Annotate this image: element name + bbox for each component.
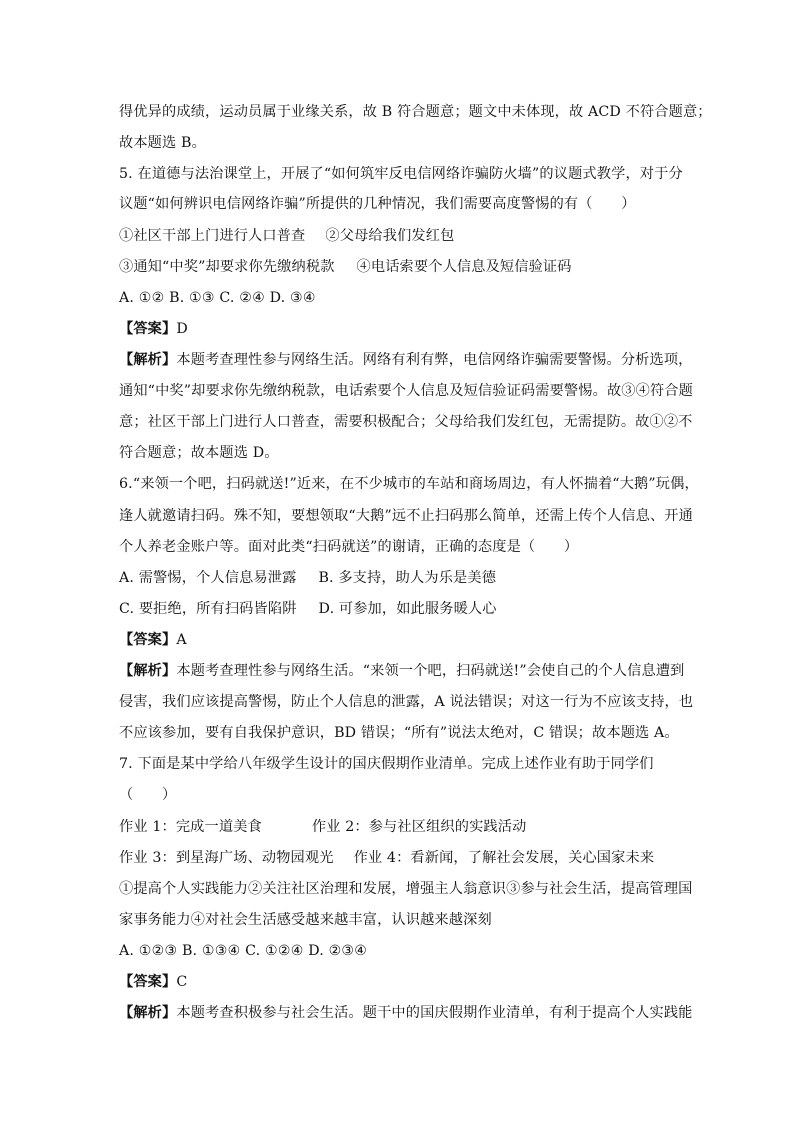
explanation-label: 【解析】 [119,352,177,368]
question-7-answer [119,972,187,992]
text-line: 符合题意；故本题选 D。 [119,445,279,461]
question-7-stem: （ ） [119,787,177,803]
homework-4: 作业 4：看新闻，了解社会发展，关心国家未来 [353,850,655,866]
question-7-options: A. ①②③ B. ①③④ C. ①②④ D. ②③④ [119,943,368,959]
option-d: D. 可参加，如此服务暖人心 [318,601,497,617]
question-6-stem: 6.“来领一个吧，扫码就送!”近来，在不少城市的车站和商场周边，有人怀揣着“大鹅”玩偶， [119,476,699,492]
answer-value: A [176,632,187,648]
answer-value: D [176,321,188,337]
explanation-text: 本题考查积极参与社会生活。题干中的国庆假期作业清单，有利于提高个人实践能 [176,1005,693,1021]
question-7-homework [119,848,654,868]
question-5-stem: 议题“如何辨识电信网络诈骗”所提供的几种情况，我们需要高度警惕的有（ ） [119,196,636,212]
text-line: 得优异的成绩，运动员属于业缘关系，故 B 符合题意；题文中未体现，故 ACD 不符合题意； [119,104,712,120]
text-line: 意；社区干部上门进行人口普查，需要积极配合；父母给我们发红包，无需提防。故①②不 [119,414,693,430]
question-5-answer [119,319,188,339]
text-line: 侵害，我们应该提高警惕，防止个人信息的泄露，A 说法错误；对这一行为不应该支持，也 [119,694,694,710]
question-5-statements [119,226,454,246]
explanation-label: 【解析】 [119,1005,177,1021]
statement-3: ③通知“中奖”却要求你先缴纳税款 [119,259,335,275]
question-7-homework [119,817,526,837]
question-6-options [119,568,496,588]
statement-4: ④电话索要个人信息及短信验证码 [356,259,572,275]
option-b: B. 多支持，助人为乐是美德 [318,570,497,586]
explanation-text: 本题考查理性参与网络生活。网络有利有弊，电信网络诈骗需要警惕。分析选项， [176,352,693,368]
option-a: A. 需警惕，个人信息易泄露 [119,570,297,586]
question-7-statements: ①提高个人实践能力②关注社区治理和发展，增强主人翁意识③参与社会生活，提高管理国 [119,881,693,897]
statement-1: ①社区干部上门进行人口普查 [119,228,306,244]
text-line: 不应该参加，要有自我保护意识，BD 错误；“所有”说法太绝对，C 错误；故本题选 A。 [119,725,679,741]
explanation-label: 【解析】 [119,663,177,679]
answer-value: C [176,974,188,990]
answer-label: 【答案】 [119,321,177,337]
question-6-explanation [119,661,685,681]
question-6-stem: 个人养老金账户等。面对此类“扫码就送”的谢请，正确的态度是（ ） [119,539,579,555]
text-line: 故本题选 B。 [119,135,206,151]
homework-1: 作业 1：完成一道美食 [119,819,262,835]
question-5-statements [119,257,572,277]
question-6-stem: 逢人就邀请扫码。殊不知，要想领取“大鹅”远不止扫码那么简单，还需上传个人信息、开通 [119,508,693,524]
question-5-stem: 5. 在道德与法治课堂上，开展了“如何筑牢反电信网络诈骗防火墙”的议题式教学，对于分 [119,166,683,182]
question-6-options [119,599,497,619]
homework-3: 作业 3：到星海广场、动物园观光 [119,850,334,866]
question-7-statements: 家事务能力④对社会生活感受越来越丰富，认识越来越深刻 [119,912,492,928]
option-c: C. 要拒绝，所有扫码皆陷阱 [119,601,297,617]
homework-2: 作业 2：参与社区组织的实践活动 [311,819,527,835]
answer-label: 【答案】 [119,632,177,648]
question-5-options: A. ①② B. ①③ C. ②④ D. ③④ [119,290,316,306]
question-7-stem: 7. 下面是某中学给八年级学生设计的国庆假期作业清单。完成上述作业有助于同学们 [119,756,654,772]
question-5-explanation [119,350,693,370]
statement-2: ②父母给我们发红包 [325,228,455,244]
question-7-explanation [119,1003,693,1023]
explanation-text: 本题考查理性参与网络生活。“来领一个吧，扫码就送!”会使自己的个人信息遭到 [176,663,685,679]
text-line: 通知“中奖”却要求你先缴纳税款，电话索要个人信息及短信验证码需要警惕。故③④符合题 [119,383,693,399]
answer-label: 【答案】 [119,974,177,990]
question-6-answer [119,630,187,650]
